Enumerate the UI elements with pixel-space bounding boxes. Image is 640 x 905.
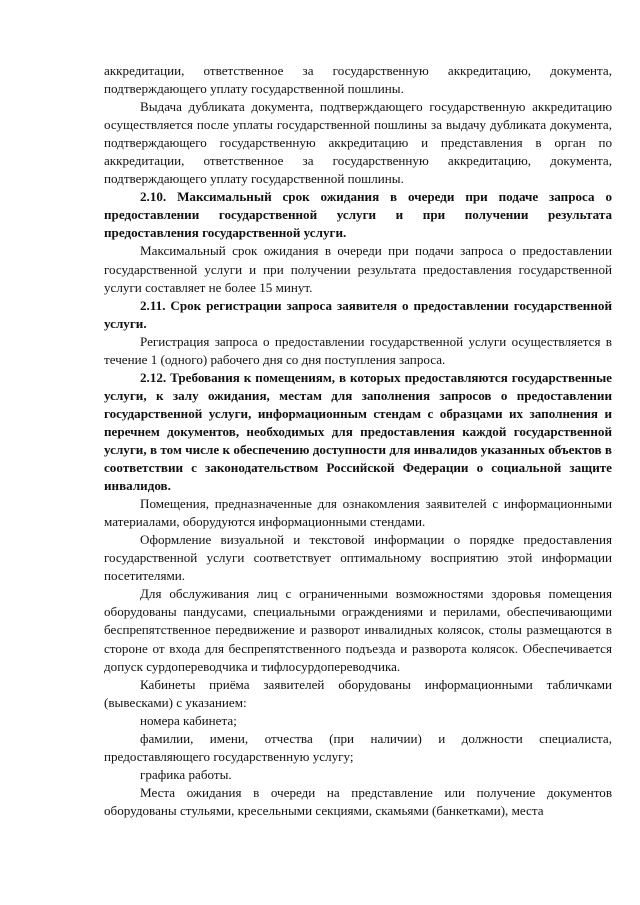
paragraph-max-wait-time: Максимальный срок ожидания в очереди при подачи запроса о предоставлении государственной услуги и при получении результата предоставления государственной услуги составляет не более 15 минут. [104,243,612,295]
paragraph-info-stands: Помещения, предназначенные для ознакомления заявителей с информационными материалами, оборудуются информационными стендами. [104,496,612,530]
paragraph-registration-term: Регистрация запроса о предоставлении государственной услуги осуществляется в течение 1 (одного) рабочего дня со дня поступления запроса. [104,333,612,367]
section-heading-2-12: 2.12. Требования к помещениям, в которых предоставляются государственные услуги, к залу ожидания, местам для заполнения запросов о предоставлении государственной услуги, информационным стендам с образцами их заполнения и перечнем документов, необходимых для предоставления каждой государственной услуги, в том числе к обеспечению доступности для инвалидов указанных объектов в соответствии с законодательством Российской Федерации о социальной защите инвалидов. [104,369,612,494]
list-item-specialist-name: фамилии, имени, отчества (при наличии) и должности специалиста, предоставляющего государственную услугу; [104,730,612,764]
list-item-room-number: номера кабинета; [140,712,237,728]
paragraph-waiting-area: Места ожидания в очереди на представление или получение документов оборудованы стульями, кресельными секциями, скамьями (банкетками), места [104,784,612,818]
paragraph-duplicate-issuance: Выдача дубликата документа, подтверждающего государственную аккредитацию осуществляется после уплаты государственной пошлины за выдачу дубликата документа, подтверждающего государственную аккредитацию и представления в орган по аккредитации, ответственное за государственную аккредитацию, документа, подтверждающего уплату государственной пошлины. [104,99,612,187]
section-heading-2-10: 2.10. Максимальный срок ожидания в очереди при подаче запроса о предоставлении государственной услуги и при получении результата предоставления государственной услуги. [104,189,612,241]
document-page [104,62,612,820]
list-item-schedule: графика работы. [140,766,232,782]
paragraph-office-signs: Кабинеты приёма заявителей оборудованы информационными табличками (вывесками) с указанием: [104,676,612,710]
section-heading-2-11: 2.11. Срок регистрации запроса заявителя о предоставлении государственной услуги. [104,297,612,331]
paragraph-accessibility: Для обслуживания лиц с ограниченными возможностями здоровья помещения оборудованы пандусами, специальными ограждениями и перилами, обеспечивающими беспрепятственное передвижение и разворот инвалидных колясок, столы размещаются в стороне от входа для беспрепятственного подъезда и разворота колясок. Обеспечивается допуск сурдопереводчика и тифлосурдопереводчика. [104,586,612,674]
paragraph-visual-info: Оформление визуальной и текстовой информации о порядке предоставления государственной услуги соответствует оптимальному восприятию этой информации посетителями. [104,532,612,584]
paragraph-continuation: аккредитации, ответственное за государственную аккредитацию, документа, подтверждающего уплату государственной пошлины. [104,63,612,97]
